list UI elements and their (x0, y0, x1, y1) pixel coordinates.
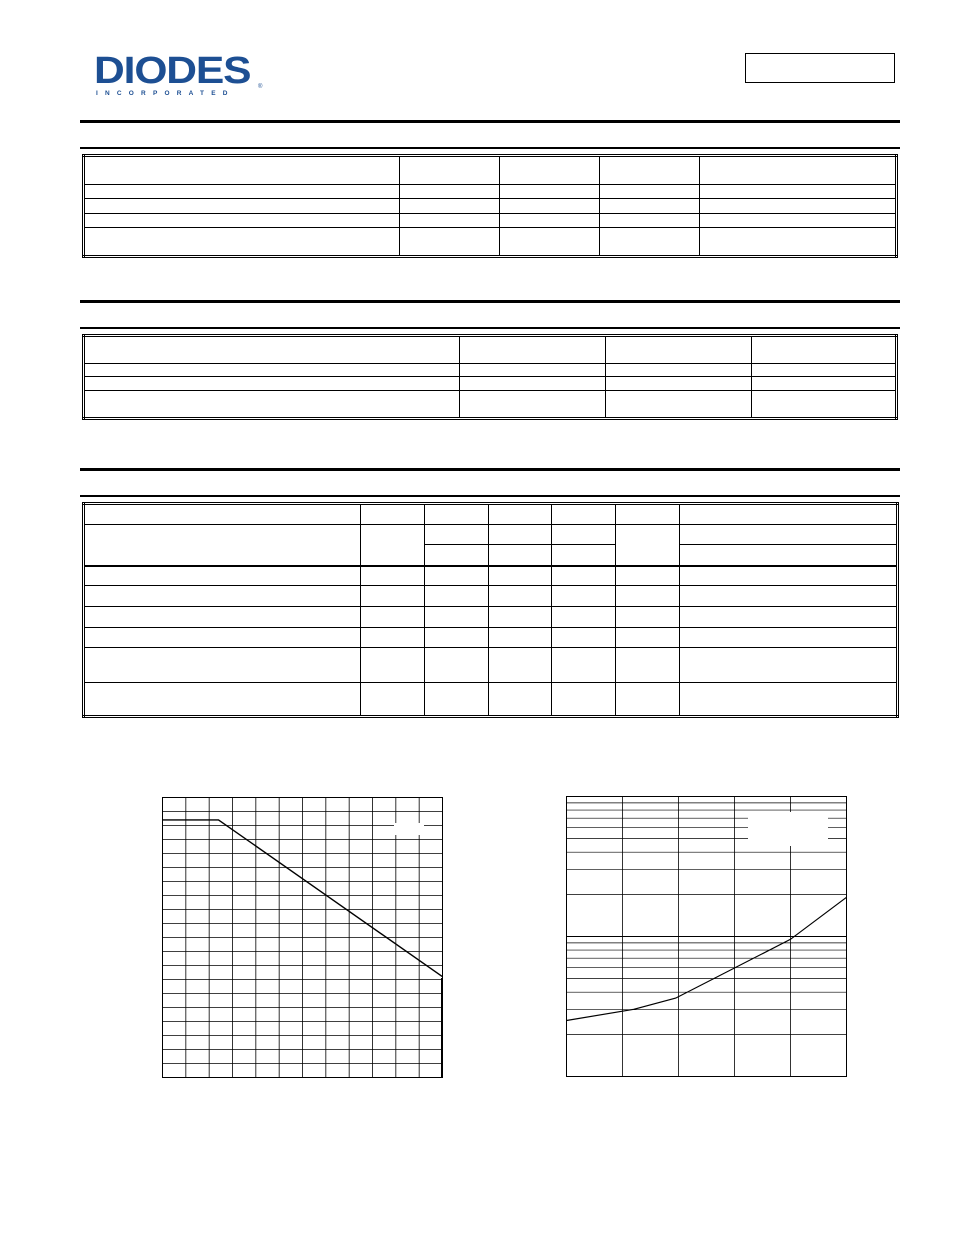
table-row (84, 228, 897, 257)
section-3-rule (80, 495, 900, 497)
logo-wordmark: DIODES (94, 50, 251, 92)
table-row (84, 628, 898, 648)
table-row (84, 336, 897, 364)
table-row (84, 213, 897, 227)
logo-subtitle: INCORPORATED (96, 90, 235, 97)
section-1-rule (80, 147, 900, 149)
table-row (84, 648, 898, 683)
table-row (84, 504, 898, 525)
table-row (84, 683, 898, 717)
table-row (84, 184, 897, 198)
section-3-heading-rule (80, 468, 900, 471)
section-2-heading-rule (80, 300, 900, 303)
chart-grid (162, 797, 442, 1077)
legend-box (394, 823, 424, 835)
part-number-box (745, 53, 895, 83)
table-3 (82, 502, 899, 718)
table-row (84, 586, 898, 607)
section-2-rule (80, 327, 900, 329)
table-row (84, 525, 898, 545)
table-row (84, 377, 897, 391)
table-row (84, 391, 897, 419)
derating-chart (162, 797, 444, 1079)
table-row (84, 363, 897, 377)
table-2 (82, 334, 898, 420)
registered-mark: ® (258, 84, 263, 90)
series-line (567, 897, 847, 1020)
table-row (84, 607, 898, 628)
table-row (84, 199, 897, 213)
table-row (84, 156, 897, 185)
log-chart (566, 796, 848, 1078)
legend-box (748, 812, 828, 846)
header-rule (80, 120, 900, 123)
diodes-logo (94, 52, 264, 100)
table-1 (82, 154, 898, 258)
table-row (84, 566, 898, 586)
